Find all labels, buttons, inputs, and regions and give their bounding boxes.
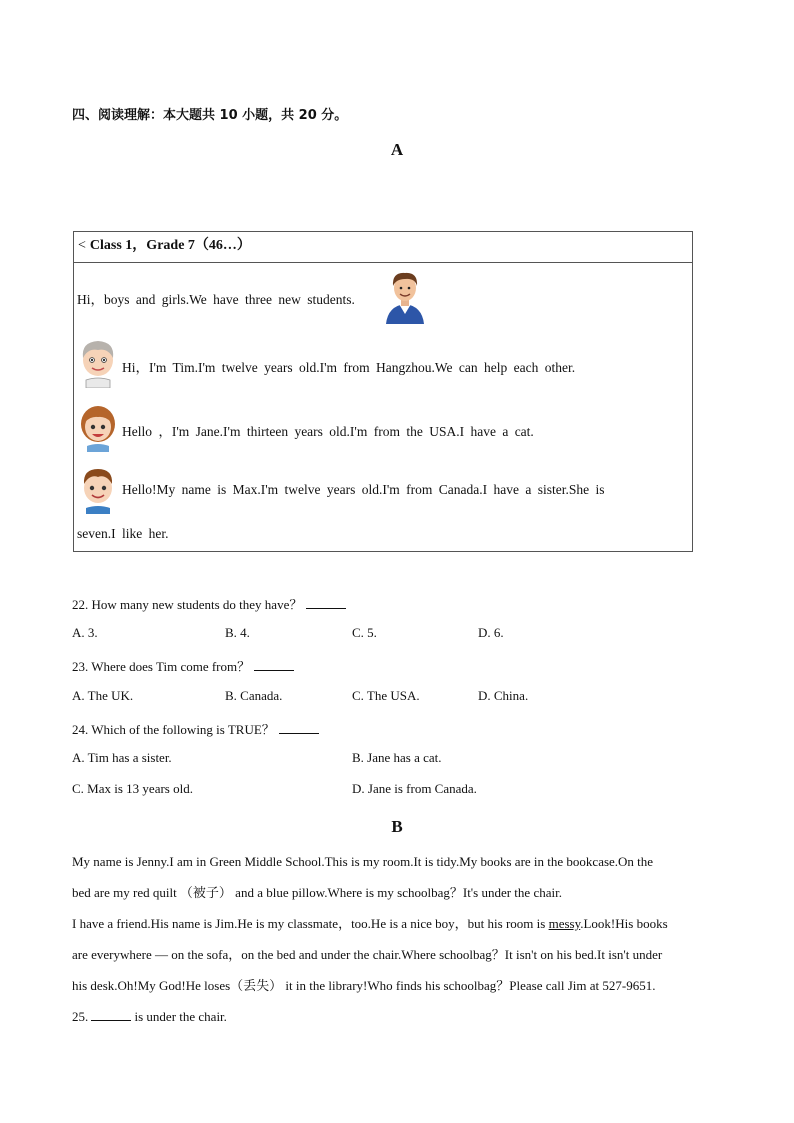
passage-b [72, 846, 722, 1032]
chat-header [74, 232, 692, 263]
passage-b-line: are everywhere — on the sofa，on the bed and under the chair.Where schoolbag？It isn't on his bed.It isn't under [72, 947, 663, 962]
question-22 [72, 594, 346, 613]
q24-option-b: B. Jane has a cat. [352, 750, 442, 765]
max-message-line2: seven.I like her. [77, 526, 169, 541]
question-25 [72, 1001, 722, 1032]
passage-b-text: I have a friend.His name is Jim.He is my classmate，too.He is a nice boy，but his room is [72, 916, 549, 931]
max-message-line1: Hello!My name is Max.I'm twelve years old.I'm from Canada.I have a sister.She is [122, 482, 605, 497]
passage-b-line: bed are my red quilt （被子） and a blue pillow.Where is my schoolbag？It's under the chair. [72, 885, 562, 900]
answer-blank [254, 660, 294, 671]
q22-option-d: D. 6. [478, 625, 504, 640]
teacher-avatar-icon [382, 268, 428, 324]
q23-option-c: C. The USA. [352, 688, 420, 703]
question-23 [72, 656, 294, 675]
question-23-stem: 23. Where does Tim come from？ [72, 659, 251, 674]
q24-option-c: C. Max is 13 years old. [72, 781, 193, 796]
q23-option-d: D. China. [478, 688, 529, 703]
chat-window [73, 231, 693, 552]
answer-blank [91, 1010, 131, 1021]
jane-avatar-icon [78, 402, 118, 452]
answer-blank [306, 598, 346, 609]
q22-option-b: B. 4. [225, 625, 250, 640]
part-a-title: A [390, 140, 404, 159]
passage-b-line: My name is Jenny.I am in Green Middle School.This is my room.It is tidy.My books are in the bookcase.On the [72, 854, 654, 869]
underlined-word: messy [548, 916, 581, 931]
passage-b-text: .Look!His books [580, 916, 668, 931]
tim-message: Hi，I'm Tim.I'm twelve years old.I'm from Hangzhou.We can help each other. [122, 360, 576, 375]
question-24 [72, 719, 319, 738]
passage-b-line: his desk.Oh!My God!He loses（丢失） it in the library!Who finds his schoolbag？Please call Jim at 527-9651. [72, 978, 656, 993]
question-24-stem: 24. Which of the following is TRUE？ [72, 722, 275, 737]
chat-title: Class 1，Grade 7（46…） [89, 238, 251, 253]
part-b-title: B [391, 817, 403, 836]
question-25-stem: is under the chair. [131, 1009, 227, 1024]
q24-option-a: A. Tim has a sister. [72, 750, 172, 765]
q23-option-a: A. The UK. [72, 688, 134, 703]
section-heading: 四、阅读理解：本大题共 10 小题，共 20 分。 [72, 108, 348, 123]
question-25-number: 25. [72, 1009, 89, 1024]
q22-option-a: A. 3. [72, 625, 98, 640]
teacher-message: Hi，boys and girls.We have three new students. [77, 292, 355, 307]
question-22-stem: 22. How many new students do they have？ [72, 597, 303, 612]
q23-option-b: B. Canada. [225, 688, 283, 703]
answer-blank [279, 723, 319, 734]
q22-option-c: C. 5. [352, 625, 377, 640]
jane-message: Hello ，I'm Jane.I'm thirteen years old.I'm from the USA.I have a cat. [122, 424, 534, 439]
max-avatar-icon [78, 464, 118, 514]
tim-avatar-icon [78, 336, 118, 388]
back-icon[interactable]: < [78, 238, 86, 253]
q24-option-d: D. Jane is from Canada. [352, 781, 477, 796]
passage-b-line [72, 908, 722, 939]
